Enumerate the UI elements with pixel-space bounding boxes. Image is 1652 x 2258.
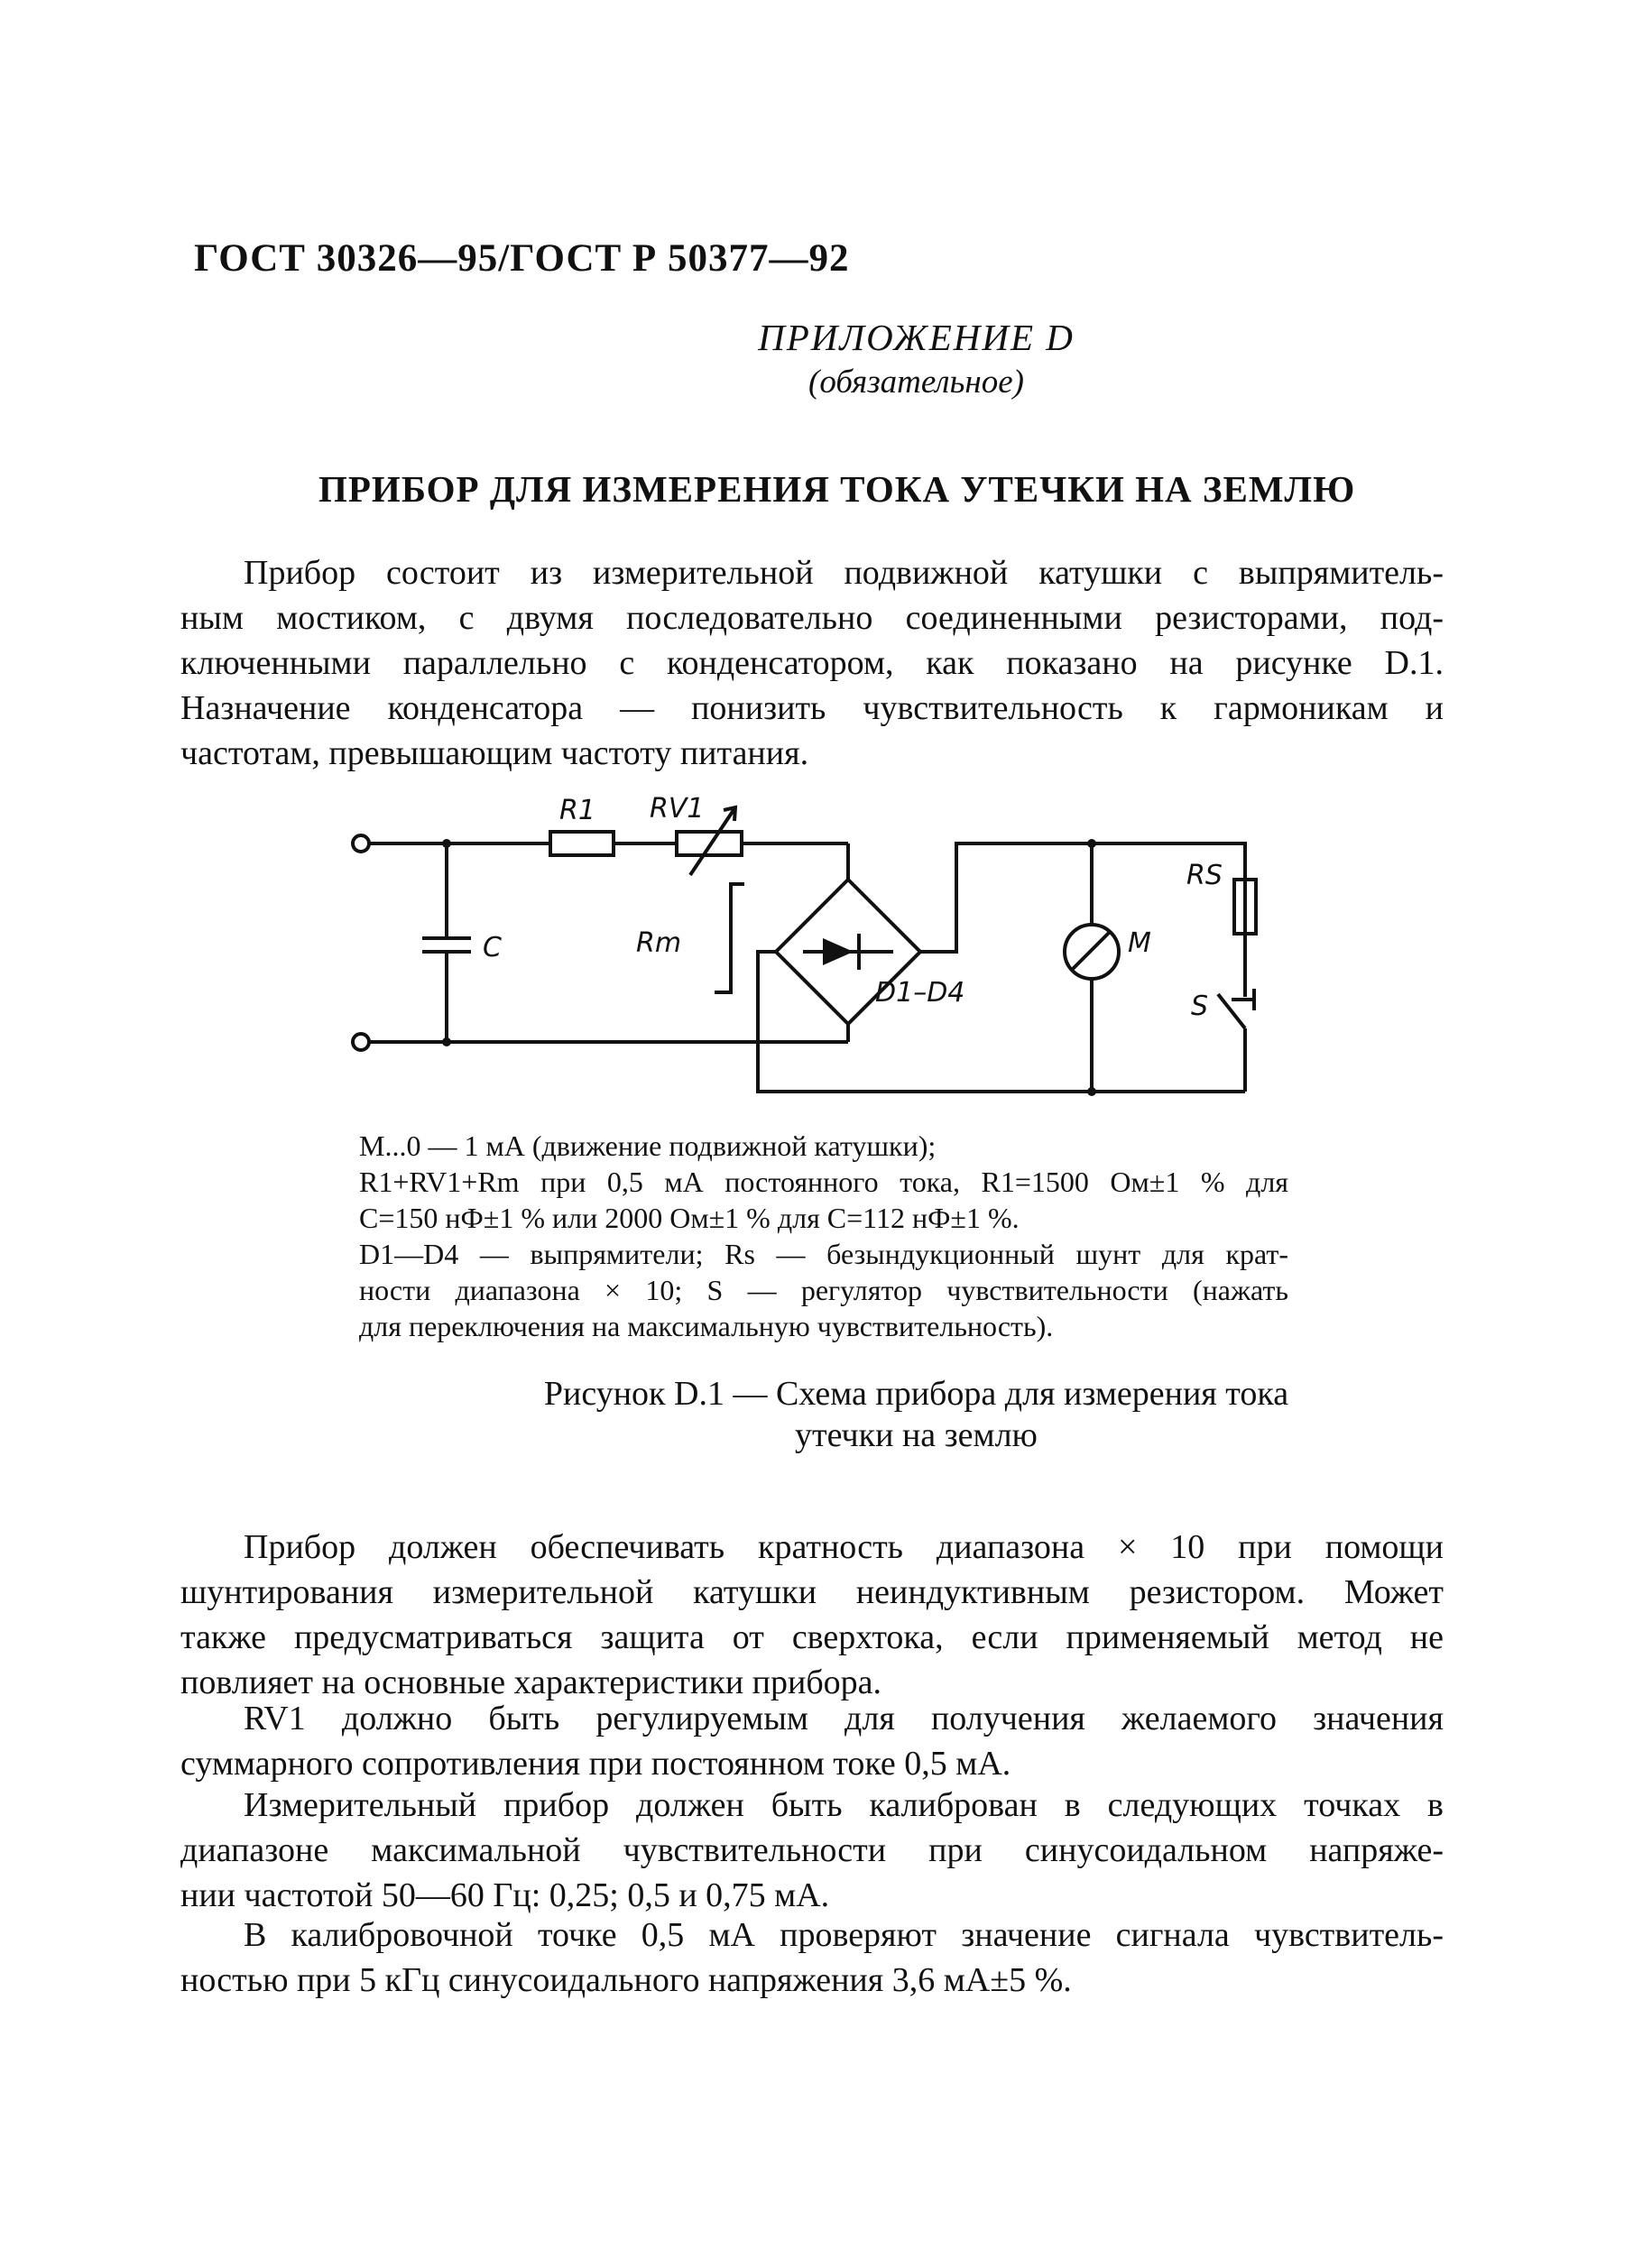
label-diodes: D1–D4 <box>875 977 965 1009</box>
note-line: C=150 нФ±1 % или 2000 Ом±1 % для C=112 нФ±1 %. <box>359 1202 1020 1234</box>
text-line: диапазоне максимальной чувствительности при синусоидальном напряже- <box>180 1831 1444 1869</box>
note-line: ности диапазона × 10; S — регулятор чувствительности (нажать <box>359 1274 1288 1306</box>
figure-caption: Рисунок D.1 — Схема прибора для измерения тока <box>543 1375 1289 1413</box>
circuit-diagram <box>343 785 1308 1114</box>
label-r1: R1 <box>559 795 595 826</box>
figure-notes <box>359 1128 1288 1344</box>
text-line: Прибор должен обеспечивать кратность диапазона × 10 при помощи <box>244 1528 1444 1566</box>
paragraph-rv1 <box>180 1696 1444 1786</box>
diode-symbol <box>823 938 854 965</box>
input-terminal-bottom <box>353 1034 369 1050</box>
appendix-status: (обязательное) <box>808 364 1024 401</box>
text-line: ным мостиком, с двумя последовательно соединенными резисторами, под- <box>180 599 1444 637</box>
input-terminal-top <box>353 835 369 852</box>
text-line: частотам, превышающим частоту питания. <box>180 734 809 772</box>
text-line: Назначение конденсатора — понизить чувствительность к гармоникам и <box>180 689 1444 727</box>
text-line: RV1 должно быть регулируемым для получения желаемого значения <box>244 1700 1444 1737</box>
paragraph-range <box>180 1525 1444 1705</box>
label-m: M <box>1128 927 1151 959</box>
circuit-svg <box>343 785 1308 1110</box>
intro-paragraph <box>180 550 1444 776</box>
text-line: нии частотой 50—60 Гц: 0,25; 0,5 и 0,75 мА. <box>180 1876 830 1914</box>
text-line: повлияет на основные характеристики прибора. <box>180 1664 882 1701</box>
resistor-r1 <box>550 832 614 855</box>
text-line: также предусматриваться защита от сверхтока, если применяемый метод не <box>180 1618 1444 1656</box>
label-s: S <box>1191 991 1209 1022</box>
appendix-title: ПРИЛОЖЕНИЕ D <box>758 317 1075 358</box>
section-title: ПРИБОР ДЛЯ ИЗМЕРЕНИЯ ТОКА УТЕЧКИ НА ЗЕМЛЮ <box>318 468 1356 510</box>
text-line: Прибор состоит из измерительной подвижной катушки с выпрямитель- <box>244 554 1444 592</box>
label-c: C <box>483 932 502 963</box>
label-rm: Rm <box>636 927 682 959</box>
text-line: ностью при 5 кГц синусоидального напряжения 3,6 мА±5 %. <box>180 1961 1072 1999</box>
paragraph-calibration <box>180 1783 1444 1918</box>
figure-caption-cont: утечки на землю <box>795 1416 1038 1454</box>
text-line: ключенными параллельно с конденсатором, как показано на рисунке D.1. <box>180 644 1444 682</box>
document-header: ГОСТ 30326—95/ГОСТ Р 50377—92 <box>194 237 850 280</box>
note-line: R1+RV1+Rm при 0,5 мА постоянного тока, R1=1500 Ом±1 % для <box>359 1166 1288 1198</box>
label-rv1: RV1 <box>650 793 705 825</box>
text-line: В калибровочной точке 0,5 мА проверяют значение сигнала чувствитель- <box>244 1916 1444 1954</box>
text-line: Измерительный прибор должен быть калиброван в следующих точках в <box>244 1786 1444 1824</box>
label-rs: RS <box>1186 860 1223 891</box>
note-line: M...0 — 1 мА (движение подвижной катушки); <box>359 1129 937 1162</box>
resistor-rm <box>715 884 744 992</box>
note-line: D1—D4 — выпрямители; Rs — безындукционный шунт для крат- <box>359 1238 1288 1270</box>
note-line: для переключения на максимальную чувствительность). <box>359 1310 1054 1342</box>
text-line: шунтирования измерительной катушки неиндуктивным резистором. Может <box>180 1573 1444 1611</box>
text-line: суммарного сопротивления при постоянном токе 0,5 мА. <box>180 1745 1011 1783</box>
paragraph-check <box>180 1912 1444 2003</box>
